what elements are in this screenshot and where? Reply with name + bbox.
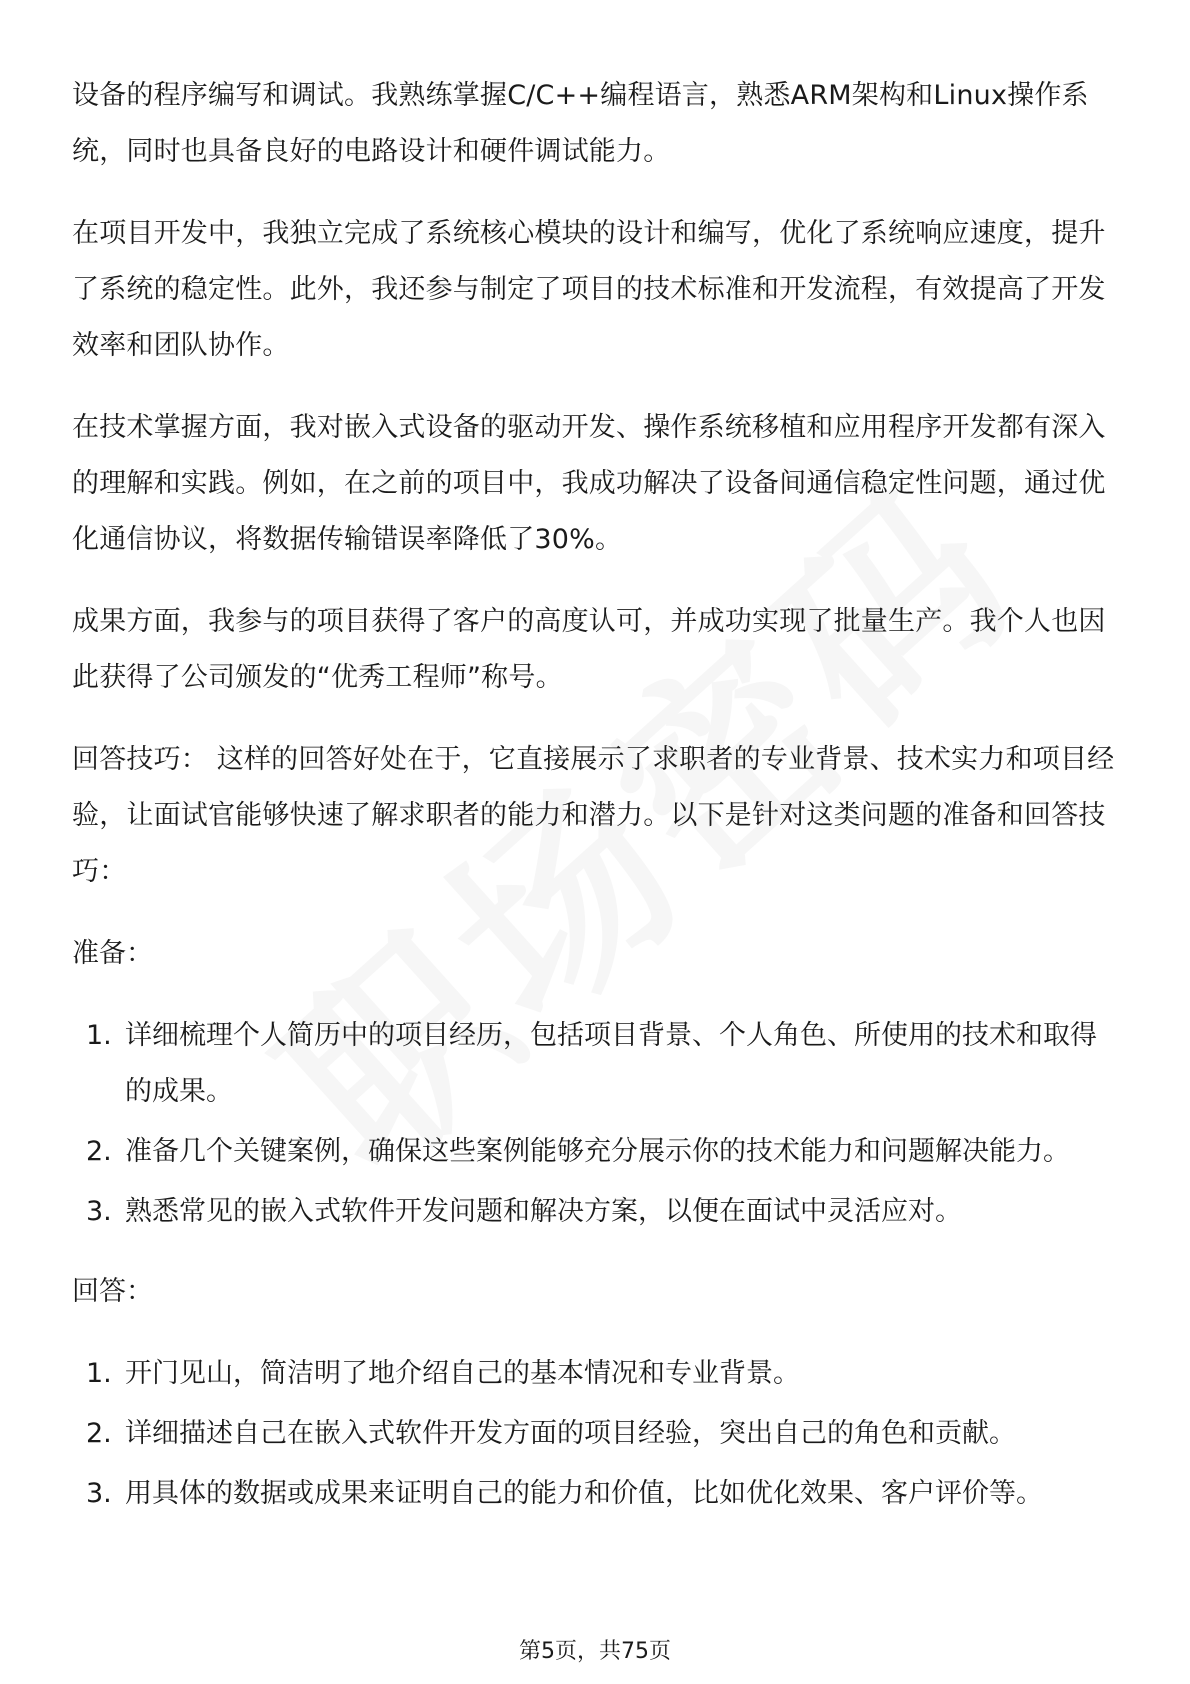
list-item [72, 1346, 1122, 1402]
list-number: 1. [86, 1020, 112, 1051]
list-number: 3. [86, 1196, 112, 1227]
list-number: 2. [86, 1136, 112, 1167]
list-item [72, 1406, 1122, 1462]
list-item [72, 1124, 1122, 1180]
answer-heading: 回答： [72, 1276, 153, 1307]
paragraph-skills: 设备的程序编写和调试。我熟练掌握C/C++编程语言，熟悉ARM架构和Linux操作系统，同时也具备良好的电路设计和硬件调试能力。 [72, 80, 1089, 167]
list-number: 3. [86, 1478, 112, 1509]
page-footer: 第5页，共75页 [519, 1639, 671, 1664]
prep-list [72, 1008, 1122, 1240]
paragraph-answer-tips: 回答技巧： 这样的回答好处在于，它直接展示了求职者的专业背景、技术实力和项目经验，让面试官能够快速了解求职者的能力和潜力。以下是针对这类问题的准备和回答技巧： [72, 744, 1115, 887]
list-item-text: 详细描述自己在嵌入式软件开发方面的项目经验，突出自己的角色和贡献。 [125, 1418, 1016, 1449]
paragraph-tech-mastery: 在技术掌握方面，我对嵌入式设备的驱动开发、操作系统移植和应用程序开发都有深入的理解和实践。例如，在之前的项目中，我成功解决了设备间通信稳定性问题，通过优化通信协议，将数据传输错误率降低了30%。 [72, 412, 1106, 555]
list-item-text: 熟悉常见的嵌入式软件开发问题和解决方案，以便在面试中灵活应对。 [125, 1196, 962, 1227]
document-body [72, 68, 1122, 1546]
list-number: 2. [86, 1418, 112, 1449]
prep-heading: 准备： [72, 938, 153, 969]
list-item [72, 1466, 1122, 1522]
paragraph-achievements: 成果方面，我参与的项目获得了客户的高度认可，并成功实现了批量生产。我个人也因此获得了公司颁发的“优秀工程师”称号。 [72, 606, 1106, 693]
list-item [72, 1008, 1122, 1120]
paragraph-project-dev: 在项目开发中，我独立完成了系统核心模块的设计和编写，优化了系统响应速度，提升了系统的稳定性。此外，我还参与制定了项目的技术标准和开发流程，有效提高了开发效率和团队协作。 [72, 218, 1106, 361]
list-item-text: 准备几个关键案例，确保这些案例能够充分展示你的技术能力和问题解决能力。 [125, 1136, 1070, 1167]
list-item-text: 开门见山，简洁明了地介绍自己的基本情况和专业背景。 [125, 1358, 800, 1389]
list-item [72, 1184, 1122, 1240]
list-item-text: 用具体的数据或成果来证明自己的能力和价值，比如优化效果、客户评价等。 [125, 1478, 1043, 1509]
answer-list [72, 1346, 1122, 1522]
list-item-text: 详细梳理个人简历中的项目经历，包括项目背景、个人角色、所使用的技术和取得的成果。 [125, 1020, 1097, 1107]
list-number: 1. [86, 1358, 112, 1389]
